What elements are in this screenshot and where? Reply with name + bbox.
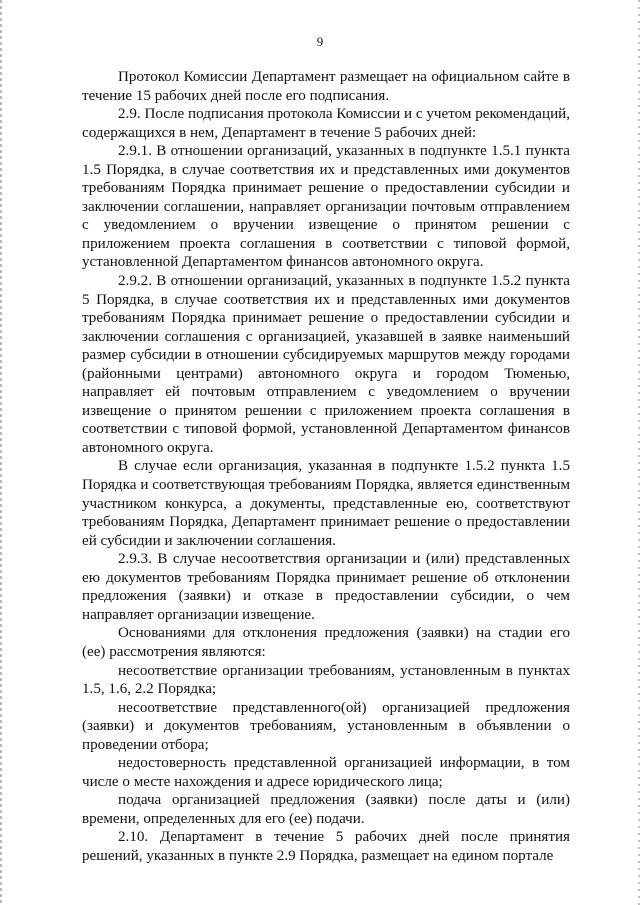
paragraph-single-participant: В случае если организация, указанная в подпункте 1.5.2 пункта 1.5 Порядка и соответствующая требованиям Порядка, является единственным участником конкурса, а документы, представленные ею, соответствуют требованиям Порядка, Департамент принимает решение о предоставлении ей субсидии и заключении соглашения.	[82, 458, 570, 549]
list-item-ground-3: недостоверность представленной организацией информации, в том числе о месте нахождения и адресе юридического лица;	[82, 755, 570, 790]
paragraph-2-9-2: 2.9.2. В отношении организаций, указанных в подпункте 1.5.2 пункта 5 Порядка, в случае соответствия их и представленных ими документов требованиям Порядка принимает решение о предоставлении субсидии и заключении соглашения с организацией, указавшей в заявке наименьший размер субсидии в отношении субсидируемых маршрутов между городами (районными центрами) автономного округа и городом Тюменью, направляет ей почтовым отправлением с уведомлением о вручении извещение о принятом решении с приложением проекта соглашения в соответствии с типовой формой, установленной Департаментом финансов автономного округа.	[82, 273, 570, 456]
paragraph-rejection-grounds: Основаниями для отклонения предложения (заявки) на стадии его (ее) рассмотрения являются:	[82, 625, 570, 660]
paragraph-2-9-3: 2.9.3. В случае несоответствия организации и (или) представленных ею документов требованиям Порядка принимает решение об отклонении предложения (заявки) и отказе в предоставлении субсидии, о чем направляет организации извещение.	[82, 551, 570, 623]
list-item-ground-1: несоответствие организации требованиям, установленным в пунктах 1.5, 1.6, 2.2 Порядка;	[82, 662, 570, 698]
document-body	[82, 68, 570, 866]
paragraph-2-9-1: 2.9.1. В отношении организаций, указанных в подпункте 1.5.1 пункта 1.5 Порядка, в случае соответствия их и представленных ими документов требованиям Порядка принимает решение о предоставлении субсидии и заключении соглашении, направляет организации почтовым отправлением с уведомлением о вручении извещение о принятом решении с приложением проекта соглашения в соответствии с типовой формой, установленной Департаментом финансов автономного округа.	[82, 143, 570, 271]
paragraph-2-10: 2.10. Департамент в течение 5 рабочих дней после принятия решений, указанных в пункте 2.9 Порядка, размещает на едином портале	[82, 829, 570, 864]
list-item-ground-4: подача организацией предложения (заявки) после даты и (или) времени, определенных для его (ее) подачи.	[82, 792, 570, 827]
scan-edge-left	[0, 0, 2, 905]
paragraph-protocol-publication: Протокол Комиссии Департамент размещает на официальном сайте в течение 15 рабочих дней после его подписания.	[82, 69, 570, 104]
paragraph-2-9: 2.9. После подписания протокола Комиссии и с учетом рекомендаций, содержащихся в нем, Департамент в течение 5 рабочих дней:	[82, 106, 570, 141]
page-number: 9	[316, 34, 324, 49]
list-item-ground-2: несоответствие представленного(ой) организацией предложения (заявки) и документов требованиям, установленным в объявлении о проведении отбора;	[82, 699, 570, 753]
